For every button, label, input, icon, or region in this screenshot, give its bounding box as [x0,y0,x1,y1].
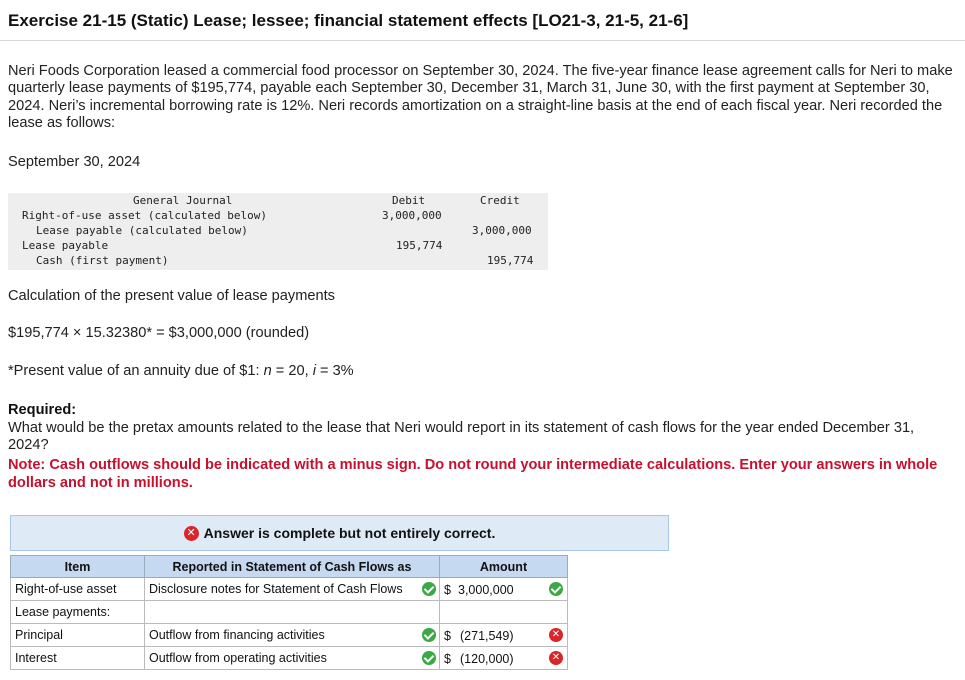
journal-row-account: Lease payable (calculated below) [36,224,248,237]
exercise-title: Exercise 21-15 (Static) Lease; lessee; financial statement effects [LO21-3, 21-5, 21-6] [8,11,689,30]
check-icon [422,582,436,596]
amount-value: 3,000,000 [458,583,514,597]
answer-status-text: Answer is complete but not entirely correct. [203,525,496,541]
answer-table [10,555,568,670]
journal-debit-header: Debit [392,194,426,207]
required-label: Required: [8,402,77,418]
journal-row-credit: 195,774 [487,254,534,267]
journal-row-account: Lease payable [22,239,109,252]
header-item: Item [11,556,145,578]
amount-input[interactable] [440,578,568,601]
reported-select[interactable]: Disclosure notes for Statement of Cash Flows [145,578,440,601]
x-circle-icon: ✕ [184,526,199,541]
dollar-sign: $ [444,629,451,643]
table-row [11,647,568,670]
calculation-title: Calculation of the present value of lease payments [8,288,335,304]
problem-paragraph: Neri Foods Corporation leased a commercial food processor on September 30, 2024. The five-year finance lease agreement calls for Neri to make quarterly lease payments of $195,774, payable each September 30, December 31, March 31, June 30, with the first payment at September 30, 2024. Neri’s incremental borrowing rate is 12%. Neri records amortization on a straight-line basis at the end of each fiscal year. Neri recorded the lease as follows: [8,63,953,132]
amount-input[interactable] [440,624,568,647]
journal-date: September 30, 2024 [8,154,141,170]
calculation-footnote [8,363,354,379]
amount-cell-empty [440,601,568,624]
journal-row-credit: 3,000,000 [472,224,532,237]
answer-status-banner [10,515,669,551]
journal-row-debit: 3,000,000 [382,209,442,222]
amount-value: (271,549) [460,629,514,643]
row-item: Principal [11,624,145,647]
journal-credit-header: Credit [480,194,520,207]
check-icon [422,628,436,642]
journal-header: General Journal [133,194,233,207]
required-note: Note: Cash outflows should be indicated with a minus sign. Do not round your intermediate calculations. Enter your answers in whole dollars and not in millions. [8,457,938,491]
dollar-sign: $ [444,583,451,597]
journal-row-account: Cash (first payment) [36,254,169,267]
check-icon [422,651,436,665]
reported-select[interactable]: Outflow from operating activities [145,647,440,670]
dollar-sign: $ [444,652,451,666]
amount-value: (120,000) [460,652,514,666]
general-journal [8,193,548,270]
required-question: What would be the pretax amounts related to the lease that Neri would report in its statement of cash flows for the year ended December 31, 2024? [8,420,915,453]
footnote-end: = 3% [315,363,354,379]
calculation-equation: $195,774 × 15.32380* = $3,000,000 (rounded) [8,325,310,341]
row-item: Interest [11,647,145,670]
row-item: Lease payments: [11,601,145,624]
title-divider [0,40,965,41]
journal-row-debit: 195,774 [396,239,443,252]
header-amount: Amount [440,556,568,578]
amount-input[interactable] [440,647,568,670]
x-circle-icon: ✕ [549,628,563,642]
table-row [11,578,568,601]
footnote-n: n [263,363,272,379]
x-circle-icon: ✕ [549,651,563,665]
table-row [11,601,568,624]
footnote-prefix: *Present value of an annuity due of $1: [8,363,264,379]
footnote-i: i [312,363,316,379]
row-item: Right-of-use asset [11,578,145,601]
check-icon [549,582,563,596]
table-row [11,624,568,647]
journal-row-account: Right-of-use asset (calculated below) [22,209,268,222]
reported-select[interactable]: Outflow from financing activities [145,624,440,647]
header-reported: Reported in Statement of Cash Flows as [145,556,440,578]
table-header-row [11,556,568,578]
footnote-mid: = 20, [271,363,313,379]
reported-cell-empty [145,601,440,624]
